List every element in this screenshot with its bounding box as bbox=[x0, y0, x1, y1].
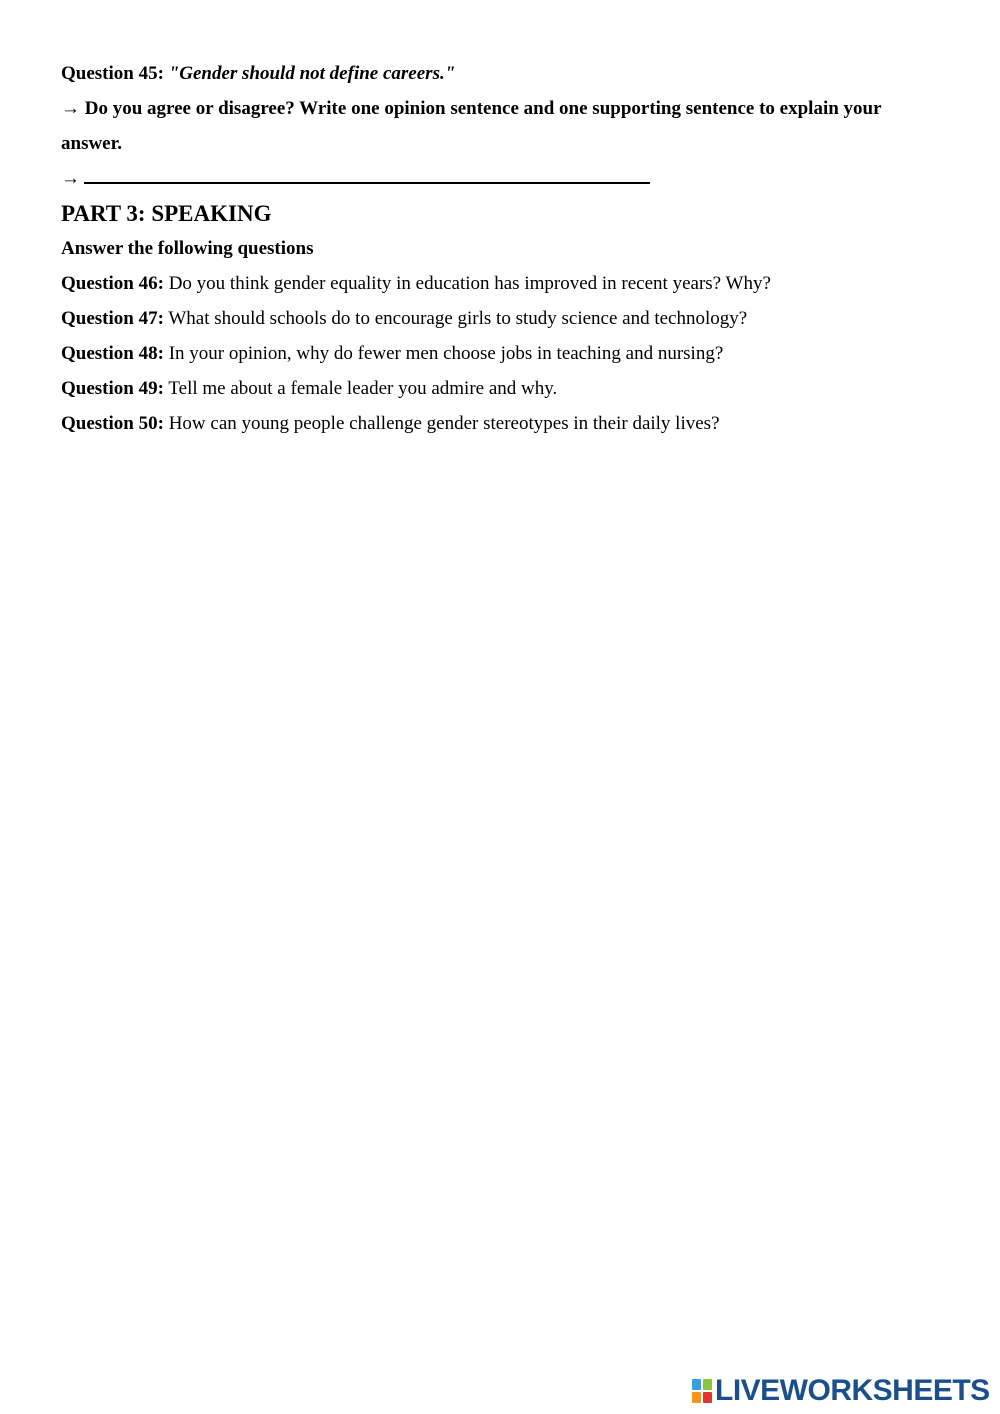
part-3-instruction: Answer the following questions bbox=[61, 238, 314, 259]
question-45 bbox=[61, 56, 941, 91]
logo-mark-cell bbox=[703, 1379, 712, 1390]
question-50-label: Question 50: bbox=[61, 413, 164, 434]
question-45-instruction: → Do you agree or disagree? Write one opinion sentence and one supporting sentence to explain your answer. bbox=[61, 98, 882, 154]
part-3-heading: PART 3: SPEAKING bbox=[61, 201, 272, 226]
question-50 bbox=[61, 406, 941, 441]
question-48-text: In your opinion, why do fewer men choose jobs in teaching and nursing? bbox=[168, 343, 724, 364]
question-45-label: Question 45: bbox=[61, 63, 164, 84]
question-49 bbox=[61, 371, 941, 406]
question-49-label: Question 49: bbox=[61, 378, 164, 399]
question-48 bbox=[61, 336, 941, 371]
answer-arrow: → bbox=[61, 168, 80, 189]
question-50-text: How can young people challenge gender stereotypes in their daily lives? bbox=[168, 413, 720, 434]
worksheet-page bbox=[61, 56, 941, 441]
question-47-label: Question 47: bbox=[61, 308, 164, 329]
logo-mark-cell bbox=[703, 1392, 712, 1403]
question-45-quote: "Gender should not define careers." bbox=[168, 63, 456, 84]
question-46-text: Do you think gender equality in education has improved in recent years? Why? bbox=[168, 273, 771, 294]
logo-mark-cell bbox=[692, 1379, 701, 1390]
question-47-text: What should schools do to encourage girls to study science and technology? bbox=[168, 308, 748, 329]
logo-mark-cell bbox=[692, 1392, 701, 1403]
question-48-label: Question 48: bbox=[61, 343, 164, 364]
question-47 bbox=[61, 301, 941, 336]
question-46-label: Question 46: bbox=[61, 273, 164, 294]
question-46 bbox=[61, 266, 941, 301]
liveworksheets-logo bbox=[692, 1376, 990, 1406]
logo-text: LIVEWORKSHEETS bbox=[715, 1374, 990, 1407]
logo-mark-icon bbox=[692, 1379, 712, 1403]
answer-blank-field[interactable] bbox=[84, 164, 650, 184]
question-49-text: Tell me about a female leader you admire and why. bbox=[168, 378, 558, 399]
question-45-answer-line bbox=[61, 161, 941, 196]
